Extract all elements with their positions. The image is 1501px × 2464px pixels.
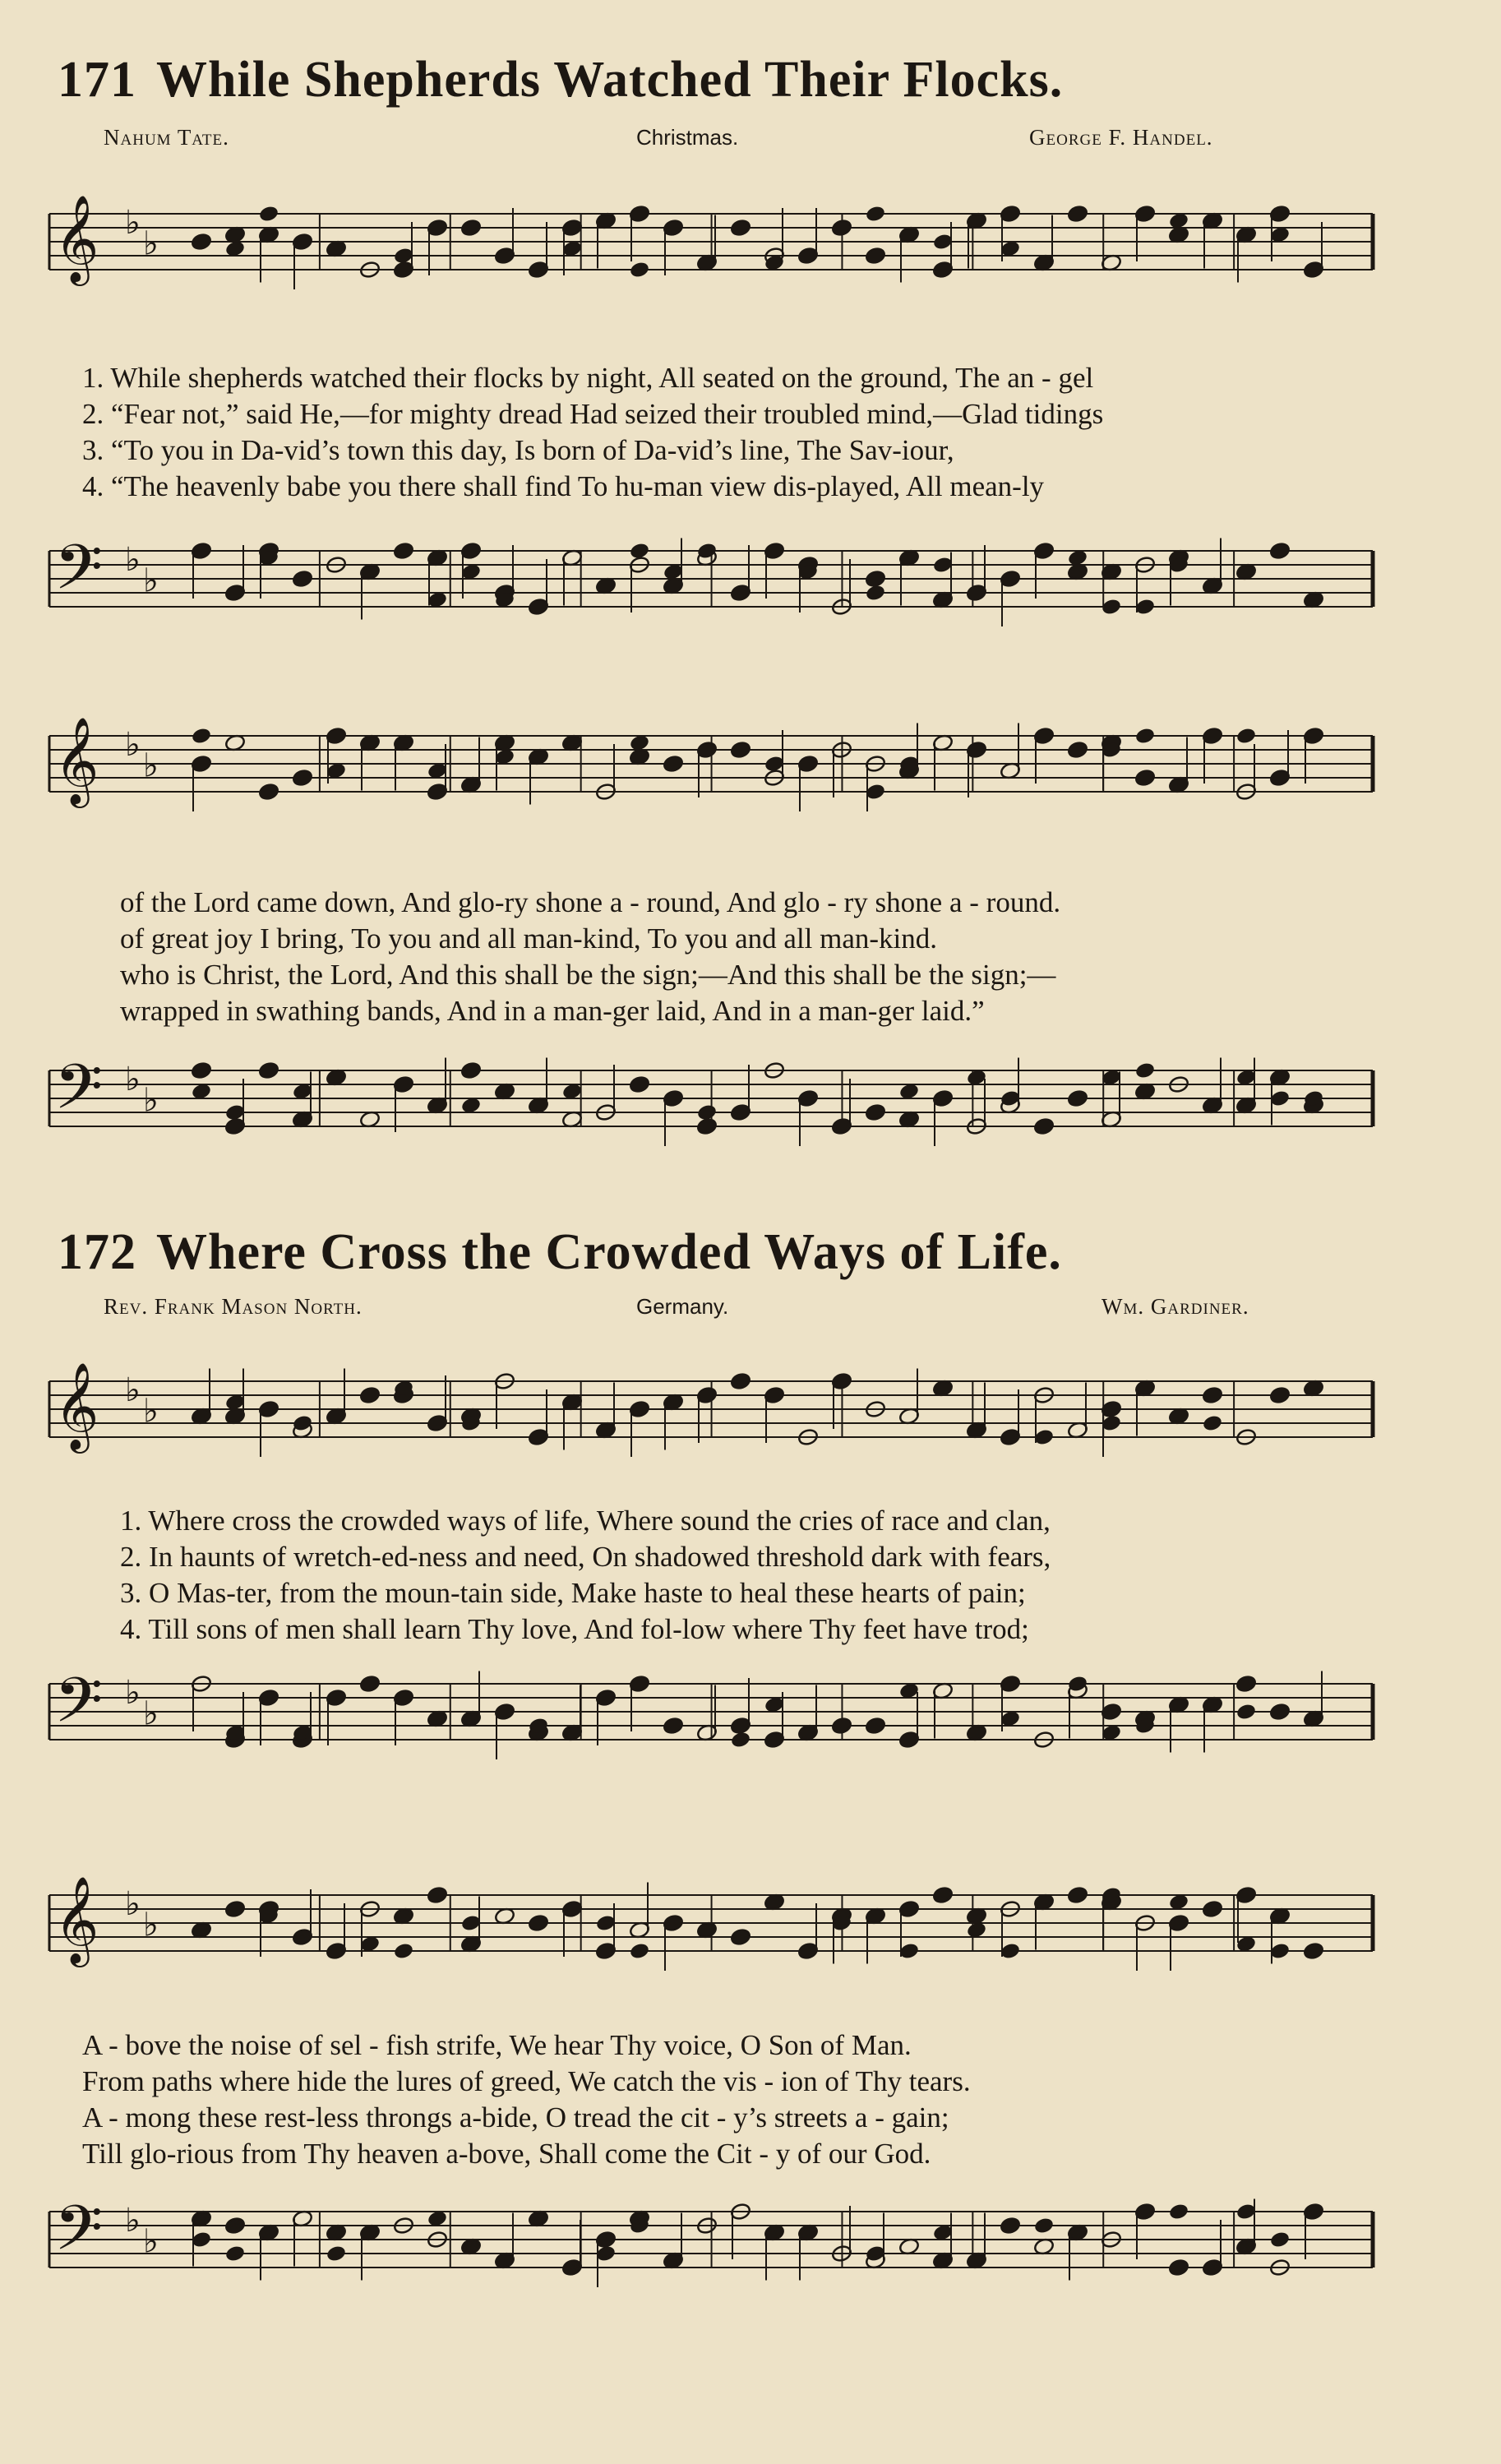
verse-line: who is Christ, the Lord, And this shall be the sign;—And this shall be the sign;— bbox=[120, 959, 1056, 991]
note-head bbox=[292, 769, 313, 788]
music-staff bbox=[33, 703, 1381, 900]
note-head bbox=[1303, 1942, 1324, 1961]
verse-line: wrapped in swathing bands, And in a man-ger laid, And in a man-ger laid.” bbox=[120, 995, 985, 1027]
note-head bbox=[696, 1117, 718, 1136]
hymn-title bbox=[58, 51, 1447, 109]
flat-icon: ♭ bbox=[125, 2201, 141, 2239]
verse-line: A - mong these rest-less throngs a-bide, O tread the cit - y’s streets a - gain; bbox=[82, 2101, 949, 2133]
flat-icon: ♭ bbox=[143, 224, 159, 262]
hymn-title-text: While Shepherds Watched Their Flocks. bbox=[156, 52, 1064, 108]
note-head bbox=[730, 219, 751, 238]
flat-icon: ♭ bbox=[125, 540, 141, 578]
music-staff bbox=[33, 518, 1381, 715]
clef-icon: 𝄢 bbox=[54, 531, 104, 620]
clef-icon: 𝄞 bbox=[54, 1361, 99, 1450]
note-head bbox=[528, 1914, 549, 1933]
note-head bbox=[1269, 542, 1291, 561]
note-head bbox=[1235, 1675, 1257, 1694]
flat-icon: ♭ bbox=[143, 1906, 159, 1944]
hymn-number: 171 bbox=[58, 52, 136, 108]
note-head bbox=[831, 219, 852, 238]
verse-block bbox=[82, 2027, 1397, 2172]
note-head bbox=[730, 1372, 751, 1391]
note-head bbox=[224, 2217, 246, 2235]
note-head bbox=[1134, 769, 1156, 788]
author-credit: Rev. Frank Mason North. bbox=[104, 1294, 363, 1319]
note-head bbox=[1269, 1386, 1291, 1405]
hymn-title-text: Where Cross the Crowded Ways of Life. bbox=[156, 1224, 1062, 1280]
flat-icon: ♭ bbox=[125, 1884, 141, 1922]
note-head bbox=[1202, 1386, 1223, 1405]
note-head bbox=[865, 247, 886, 266]
music-staff bbox=[33, 2179, 1381, 2376]
note-head bbox=[663, 1717, 684, 1736]
note-head bbox=[1269, 1703, 1291, 1722]
verse-line: 4. “The heavenly babe you there shall find To hu-man view dis-played, All mean-ly bbox=[82, 470, 1045, 502]
note-head bbox=[1067, 1089, 1088, 1108]
flat-icon: ♭ bbox=[125, 1371, 141, 1408]
note-head bbox=[629, 1075, 650, 1094]
note-head bbox=[1033, 1117, 1055, 1136]
clef-icon: 𝄞 bbox=[54, 1875, 99, 1964]
flat-icon: ♭ bbox=[125, 203, 141, 241]
note-head bbox=[865, 1103, 886, 1122]
verse-line: 4. Till sons of men shall learn Thy love, And fol-low where Thy feet have trod; bbox=[120, 1613, 1029, 1645]
composer-credit: Wm. Gardiner. bbox=[1102, 1294, 1249, 1319]
note-head bbox=[1067, 205, 1088, 224]
note-head bbox=[258, 1061, 279, 1080]
tune-name: Germany. bbox=[636, 1294, 729, 1319]
verse-line: 1. While shepherds watched their flocks by night, All seated on the ground, The an - gel bbox=[82, 362, 1094, 394]
verse-block bbox=[82, 360, 1397, 505]
verse-line: of great joy I bring, To you and all man-kind, To you and all man-kind. bbox=[120, 922, 938, 955]
verse-line: From paths where hide the lures of greed, We catch the vis - ion of Thy tears. bbox=[82, 2065, 971, 2097]
verse-block bbox=[120, 1503, 1435, 1648]
note-head bbox=[1067, 1886, 1088, 1905]
music-staff bbox=[33, 181, 1381, 378]
hymn-number: 172 bbox=[58, 1224, 136, 1280]
flat-icon: ♭ bbox=[143, 1081, 159, 1119]
flat-icon: ♭ bbox=[125, 1673, 141, 1711]
music-staff bbox=[33, 1038, 1381, 1235]
clef-icon: 𝄢 bbox=[54, 1664, 104, 1753]
author-credit: Nahum Tate. bbox=[104, 125, 229, 150]
verse-line: A - bove the noise of sel - fish strife, We hear Thy voice, O Son of Man. bbox=[82, 2029, 912, 2061]
note-head bbox=[730, 1928, 751, 1947]
clef-icon: 𝄞 bbox=[54, 716, 99, 805]
verse-line: 2. “Fear not,” said He,—for mighty dread Had seized their troubled mind,—Glad tidings bbox=[82, 398, 1104, 430]
music-staff bbox=[33, 1651, 1381, 1848]
clef-icon: 𝄢 bbox=[54, 2192, 104, 2281]
note-head bbox=[865, 570, 886, 589]
verse-line: Till glo-rious from Thy heaven a-bove, Shall come the Cit - y of our God. bbox=[82, 2138, 931, 2170]
note-head bbox=[932, 1886, 954, 1905]
verse-line: of the Lord came down, And glo-ry shone a - round, And glo - ry shone a - round. bbox=[120, 886, 1061, 918]
flat-icon: ♭ bbox=[143, 2222, 159, 2260]
note-head bbox=[460, 1061, 482, 1080]
flat-icon: ♭ bbox=[125, 1060, 141, 1098]
clef-icon: 𝄞 bbox=[54, 194, 99, 283]
flat-icon: ♭ bbox=[125, 725, 141, 763]
verse-line: 1. Where cross the crowded ways of life, Where sound the cries of race and clan, bbox=[120, 1505, 1051, 1537]
note-head bbox=[224, 1900, 246, 1919]
tune-name: Christmas. bbox=[636, 125, 739, 150]
verse-line: 3. “To you in Da-vid’s town this day, Is born of Da-vid’s line, The Sav-iour, bbox=[82, 434, 954, 466]
note-head bbox=[831, 1717, 852, 1736]
note-head bbox=[191, 1061, 212, 1080]
hymn-title bbox=[58, 1223, 1447, 1282]
flat-icon: ♭ bbox=[143, 1392, 159, 1430]
hymn-credits bbox=[104, 125, 1328, 158]
note-head bbox=[1000, 2217, 1021, 2235]
clef-icon: 𝄢 bbox=[54, 1051, 104, 1140]
composer-credit: George F. Handel. bbox=[1029, 125, 1213, 150]
note-head bbox=[359, 1675, 381, 1694]
note-head bbox=[865, 1717, 886, 1736]
flat-icon: ♭ bbox=[143, 1694, 159, 1732]
flat-icon: ♭ bbox=[143, 562, 159, 599]
verse-line: 2. In haunts of wretch-ed-ness and need, On shadowed threshold dark with fears, bbox=[120, 1541, 1051, 1573]
note-head bbox=[191, 233, 212, 252]
note-head bbox=[1067, 741, 1088, 760]
note-head bbox=[427, 1886, 448, 1905]
flat-icon: ♭ bbox=[143, 747, 159, 784]
note-head bbox=[292, 570, 313, 589]
hymn-credits bbox=[104, 1294, 1328, 1327]
note-head bbox=[393, 542, 414, 561]
note-head bbox=[1168, 2258, 1189, 2277]
verse-line: 3. O Mas-ter, from the moun-tain side, Make haste to heal these hearts of pain; bbox=[120, 1577, 1026, 1609]
note-head bbox=[730, 741, 751, 760]
note-head bbox=[460, 219, 482, 238]
verse-block bbox=[120, 885, 1435, 1029]
